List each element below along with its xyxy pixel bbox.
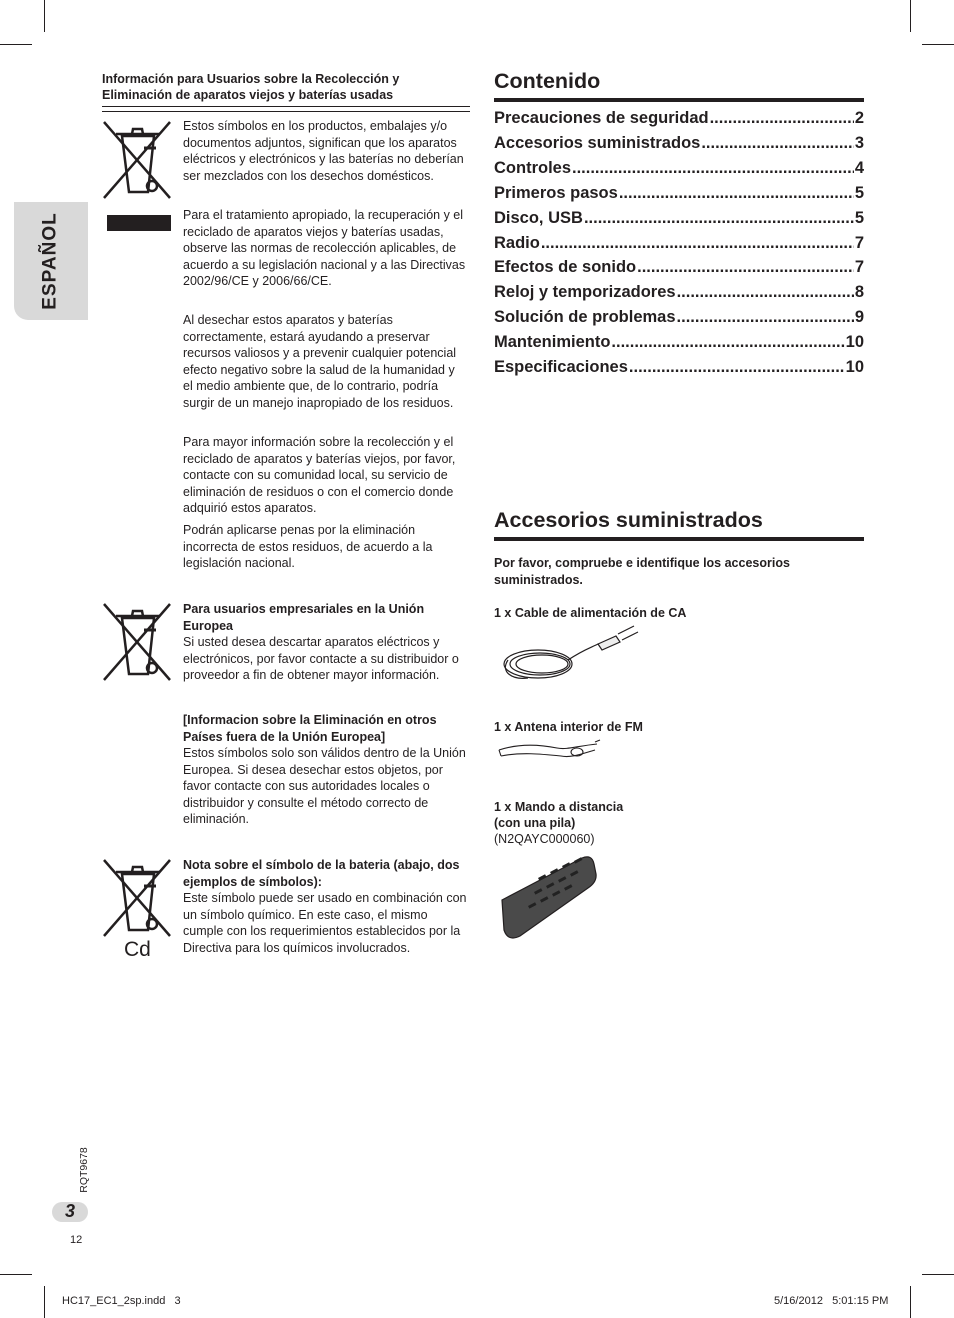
toc-entry-page: 5 xyxy=(854,183,864,202)
toc-entry-page: 8 xyxy=(854,283,864,302)
accessory-remote-label-2: (con una pila) xyxy=(494,816,576,830)
disposal-title: Información para Usuarios sobre la Recolección y Eliminación de aparatos viejos y baterías usadas xyxy=(102,72,400,102)
battery-note-heading: Nota sobre el símbolo de la bateria (abajo, dos ejemplos de símbolos): xyxy=(183,858,460,889)
toc-entry xyxy=(494,256,864,278)
toc-entry-label: Disco, USB xyxy=(494,208,583,227)
battery-note-section xyxy=(183,857,467,956)
business-users-section xyxy=(183,601,467,684)
page-number-badge-label: 3 xyxy=(64,1201,75,1221)
toc-entry-label: Accesorios suministrados xyxy=(494,133,701,152)
disposal-paragraph-2: Para el tratamiento apropiado, la recuperación y el reciclado de aparatos viejos y baterías usadas, observe las normas de recolección aplicables, de acuerdo a su legislación nacional y a las Directivas 2002/96/CE y 2006/66/CE. xyxy=(183,208,466,288)
toc-leader-dots xyxy=(677,281,854,303)
crop-mark xyxy=(0,1274,32,1275)
toc-entry xyxy=(494,207,864,229)
document-code: RQT9678 xyxy=(78,1147,90,1193)
accessories-heading: Accesorios suministrados xyxy=(494,508,763,532)
accessories-rule xyxy=(494,537,864,541)
page-number: 12 xyxy=(70,1234,83,1246)
toc-leader-dots xyxy=(701,132,853,154)
accessory-remote-code: (N2QAYC000060) xyxy=(494,832,595,846)
toc-entry-label: Efectos de sonido xyxy=(494,258,637,277)
toc-entry xyxy=(494,356,864,378)
crossed-bin-icon xyxy=(102,602,172,682)
toc-entry-label: Especificaciones xyxy=(494,358,628,376)
crop-mark xyxy=(922,44,954,45)
accessories-intro: Por favor, compruebe e identifique los accesorios suministrados. xyxy=(494,556,790,587)
business-users-heading: Para usuarios empresariales en la Unión Europea xyxy=(183,602,425,633)
toc-leader-dots xyxy=(629,356,845,378)
toc-entry-page: 4 xyxy=(854,158,864,177)
toc-entry xyxy=(494,132,864,154)
crop-mark xyxy=(0,44,32,45)
toc-entry xyxy=(494,306,864,328)
business-users-text: Si usted desea descartar aparatos eléctricos y electrónicos, por favor contacte a su distribuidor o proveedor a fin de obtener mayor información. xyxy=(183,635,459,682)
crop-mark xyxy=(910,1286,911,1318)
language-tab-label: ESPAÑOL xyxy=(40,212,61,310)
bin-underbar xyxy=(107,215,171,231)
toc-leader-dots xyxy=(619,182,854,204)
toc-entry-label: Reloj y temporizadores xyxy=(494,283,676,302)
toc-entry-label: Radio xyxy=(494,233,540,252)
toc-entry xyxy=(494,157,864,179)
disposal-paragraph-4: Para mayor información sobre la recolección y el reciclado de aparatos y baterías viejos, por favor, contacte con su comunidad local, su servicio de eliminación de residuos o con el comercio donde adquirió estos aparatos. xyxy=(183,435,456,515)
toc-leader-dots xyxy=(710,107,854,129)
crossed-bin-icon xyxy=(102,120,172,200)
footer-filename: HC17_EC1_2sp.indd 3 xyxy=(62,1295,181,1307)
crop-mark xyxy=(910,0,911,32)
other-countries-section xyxy=(183,712,467,828)
toc-leader-dots xyxy=(572,157,854,179)
toc-entry-page: 7 xyxy=(854,258,864,277)
contents-heading: Contenido xyxy=(494,69,601,93)
other-countries-text: Estos símbolos solo son válidos dentro de la Unión Europea. Si desea desechar estos objetos, por favor contacte con sus autoridades locales o distribuidor y consulte el método correcto de eliminación. xyxy=(183,746,466,826)
toc-leader-dots xyxy=(541,232,854,254)
accessory-ac-cable-label: 1 x Cable de alimentación de CA xyxy=(494,606,687,620)
toc-entry-label: Mantenimiento xyxy=(494,333,611,352)
toc-entry-label: Solución de problemas xyxy=(494,308,676,327)
toc-entry xyxy=(494,182,864,204)
disposal-paragraph-1: Estos símbolos en los productos, embalajes y/o documentos adjuntos, significan que los aparatos eléctricos y electrónicos y las baterías no deberían ser mezclados con los desechos domésticos. xyxy=(183,119,464,183)
disposal-paragraph-5: Podrán aplicarse penas por la eliminación incorrecta de estos residuos, de acuerdo a la legislación nacional. xyxy=(183,523,433,570)
toc-entry xyxy=(494,232,864,254)
toc-entry-page: 10 xyxy=(845,333,864,352)
toc-entry xyxy=(494,331,864,353)
accessory-fm-antenna-label: 1 x Antena interior de FM xyxy=(494,720,643,734)
toc-entry-page: 3 xyxy=(854,133,864,152)
disposal-paragraph-3: Al desechar estos aparatos y baterías correctamente, estará ayudando a preservar recursos valiosos y a prevenir cualquier potencial efecto negativo sobre la salud de la humanidad y el medio ambiente que, de lo contrario, podría surgir de un manejo inapropiado de los residuos. xyxy=(183,313,457,410)
toc-entry-page: 2 xyxy=(854,109,864,127)
toc-entry-label: Primeros pasos xyxy=(494,183,618,202)
toc-entry xyxy=(494,281,864,303)
crop-mark xyxy=(44,0,45,32)
crop-mark xyxy=(922,1274,954,1275)
crossed-bin-icon xyxy=(102,858,172,938)
footer-datetime: 5/16/2012 5:01:15 PM xyxy=(774,1295,889,1307)
ac-cable-image xyxy=(498,620,643,686)
toc-entry xyxy=(494,107,864,129)
accessory-remote-label-1: 1 x Mando a distancia xyxy=(494,800,624,814)
toc-entry-page: 5 xyxy=(854,208,864,227)
battery-note-text: Este símbolo puede ser usado en combinación con un símbolo químico. En este caso, el mismo cumple con los requerimientos establecidos por la Directiva para los químicos involucrados. xyxy=(183,891,467,955)
toc-entry-page: 10 xyxy=(845,358,864,376)
other-countries-heading: [Informacion sobre la Eliminación en otros Países fuera de la Unión Europea] xyxy=(183,713,437,744)
toc-leader-dots xyxy=(611,331,844,353)
toc-leader-dots xyxy=(677,306,854,328)
toc-entry-page: 9 xyxy=(854,308,864,327)
fm-antenna-image xyxy=(497,736,602,766)
contents-rule xyxy=(494,98,864,102)
toc-entry-label: Precauciones de seguridad xyxy=(494,109,709,127)
toc-entry-page: 7 xyxy=(854,233,864,252)
toc-entry-label: Controles xyxy=(494,158,572,177)
remote-control-image xyxy=(498,852,598,942)
toc-leader-dots xyxy=(584,207,854,229)
toc-leader-dots xyxy=(637,256,854,278)
cd-chemical-symbol: Cd xyxy=(124,938,151,961)
crop-mark xyxy=(44,1286,45,1318)
title-rule xyxy=(102,106,470,112)
